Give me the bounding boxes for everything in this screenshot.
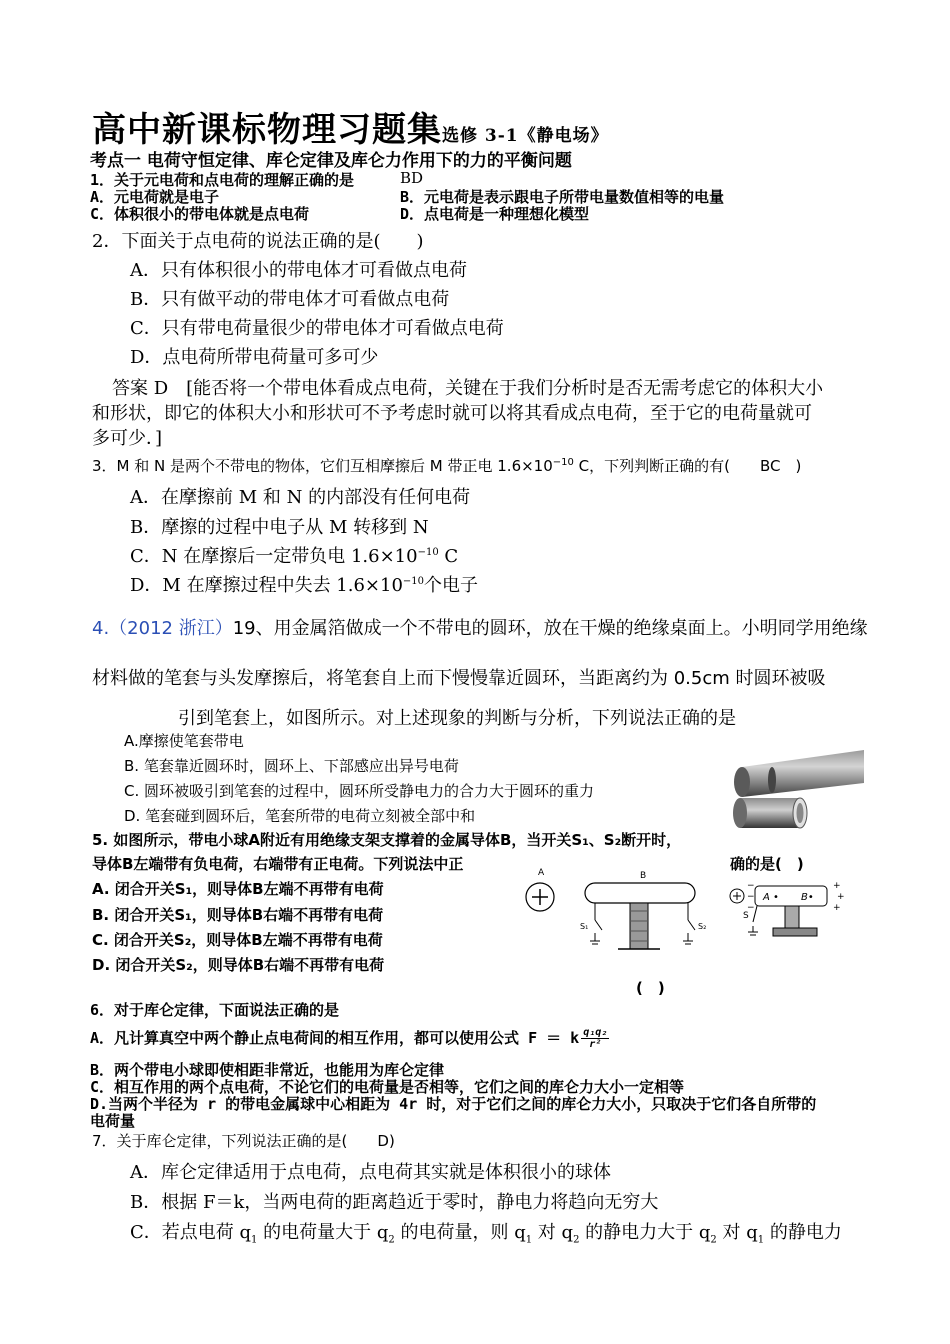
q6-option-d-line1: D.当两个半径为 r 的带电金属球中心相距为 4r 时，对于它们之间的库仑力大小，只取决于它们各自所带的 <box>90 1095 817 1113</box>
q5-answer-paren: ( ) <box>636 979 665 997</box>
q6-option-c: C．相互作用的两个点电荷，不论它们的电荷量是否相等，它们之间的库仑力大小一定相等 <box>90 1078 685 1096</box>
q2-explanation-line3: 多可少．] <box>92 428 163 449</box>
page-subtitle: 选修 3-1《静电场》 <box>442 126 609 146</box>
svg-text:+: + <box>833 903 841 913</box>
svg-text:B•: B• <box>801 892 814 903</box>
q2-explanation-line2: 和形状，即它的体积大小和形状可不予考虑时就可以将其看成点电荷，至于它的电荷量就可 <box>92 403 812 424</box>
q2-option-a: A．只有体积很小的带电体才可看做点电荷 <box>130 260 467 281</box>
q3-stem: 3．M 和 N 是两个不带电的物体，它们互相摩擦后 M 带正电 $1.6\times 10^{-10}$ C，下列判断正确的有( BC ) <box>92 457 802 475</box>
page-title: 高中新课标物理习题集选修 3-1《静电场》 <box>92 110 609 150</box>
fig1-label-s2: S₂ <box>698 922 707 931</box>
ring-left-edge <box>733 798 747 828</box>
insulating-stand <box>630 903 648 949</box>
q4-source-tag: 4.（2012 浙江） <box>92 618 233 639</box>
q2-option-b: B．只有做平动的带电体才可看做点电荷 <box>130 289 450 310</box>
section-heading: 考点一 电荷守恒定律、库仑定律及库仑力作用下的力的平衡问题 <box>90 151 572 171</box>
conductor-figure-1 <box>510 865 720 955</box>
q5-option-b: B. 闭合开关S₁，则导体B右端不再带有电荷 <box>92 906 384 924</box>
q5-option-d: D. 闭合开关S₂，则导体B右端不再带有电荷 <box>92 956 385 974</box>
q1-option-a: A．元电荷就是电子 <box>90 188 220 206</box>
q4-option-a: A.摩擦使笔套带电 <box>124 732 244 750</box>
q7-option-c: C．若点电荷 $q_1$ 的电荷量大于 $q_2$ 的电荷量，则 $q_1$ 对 $q_2$ 的静电力大于 $q_2$ 对 $q_1$ 的静电力 <box>130 1222 842 1246</box>
ring-body <box>740 798 800 828</box>
q1-answer: BD <box>400 169 424 187</box>
q2-option-c: C．只有带电荷量很少的带电体才可看做点电荷 <box>130 318 504 339</box>
q5-line1: 5. 如图所示，带电小球A附近有用绝缘支架支撑着的金属导体B，当开关S₁、S₂断开时， <box>92 831 682 849</box>
q4-line2: 材料做的笔套与头发摩擦后，将笔套自上而下慢慢靠近圆环，当距离约为 0.5cm 时圆环被吸 <box>92 668 826 689</box>
q7-option-b: B．根据 F＝k，当两电荷的距离趋近于零时，静电力将趋向无穷大 <box>130 1192 659 1213</box>
q4-option-d: D. 笔套碰到圆环后，笔套所带的电荷立刻被全部中和 <box>124 807 476 825</box>
svg-text:−: − <box>747 903 755 913</box>
q3-option-d: D．M 在摩擦过程中失去 $1.6\times 10^{-10}$个电子 <box>130 575 479 596</box>
svg-text:+: + <box>833 881 841 891</box>
q4-line3: 引到笔套上，如图所示。对上述现象的判断与分析，下列说法正确的是 <box>178 708 736 729</box>
svg-text:A •: A • <box>763 892 779 903</box>
svg-text:−: − <box>747 892 755 902</box>
q1-stem: 1．关于元电荷和点电荷的理解正确的是 <box>90 171 355 189</box>
q1-option-d: D．点电荷是一种理想化模型 <box>400 205 590 223</box>
q5-option-a: A. 闭合开关S₁，则导体B左端不再带有电荷 <box>92 880 384 898</box>
q6-option-d-line2: 电荷量 <box>90 1112 136 1130</box>
q4-line1: 4.（2012 浙江）19、用金属箔做成一个不带电的圆环，放在干燥的绝缘桌面上。小明同学用绝缘 <box>92 618 868 639</box>
fig1-label-s1: S₁ <box>580 922 589 931</box>
q7-option-a: A．库仑定律适用于点电荷，点电荷其实就是体积很小的球体 <box>130 1162 611 1183</box>
q6-option-b: B．两个带电小球即使相距非常近，也能用为库仑定律 <box>90 1061 445 1079</box>
pen-cap-body <box>742 750 864 797</box>
conductor-figure-2 <box>725 878 855 948</box>
svg-text:+: + <box>837 892 845 902</box>
q3-option-a: A．在摩擦前 M 和 N 的内部没有任何电荷 <box>130 487 471 508</box>
conductor-b <box>585 883 695 903</box>
q4-option-c: C. 圆环被吸引到笔套的过程中，圆环所受静电力的合力大于圆环的重力 <box>124 782 595 800</box>
pen-cap-ring-figure <box>730 745 870 835</box>
q6-stem: 6．对于库仑定律，下面说法正确的是 <box>90 1001 340 1019</box>
switch-s2 <box>688 920 695 930</box>
fig1-label-b: B <box>640 871 647 881</box>
switch-s1 <box>595 920 602 930</box>
q2-stem: 2．下面关于点电荷的说法正确的是( ) <box>92 231 424 252</box>
q2-explanation-line1: 答案 D [能否将一个带电体看成点电荷，关键在于我们分析时是否无需考虑它的体积大小 <box>112 378 824 399</box>
q5-line2-end: 确的是( ) <box>730 855 804 873</box>
q3-option-b: B．摩擦的过程中电子从 M 转移到 N <box>130 517 429 538</box>
q2-option-d: D．点电荷所带电荷量可多可少 <box>130 347 379 368</box>
fig1-label-a: A <box>538 868 545 878</box>
pen-cap-end <box>734 767 750 797</box>
q4-option-b: B. 笔套靠近圆环时，圆环上、下部感应出异号电荷 <box>124 757 459 775</box>
q5-option-c: C. 闭合开关S₂，则导体B左端不再带有电荷 <box>92 931 383 949</box>
q6-option-a: A．凡计算真空中两个静止点电荷间的相互作用，都可以使用公式 F ＝ k $\frac{\text{q₁q₂}}{\text{r²}}$ <box>90 1027 608 1050</box>
svg-text:S: S <box>743 911 749 921</box>
q1-option-b: B．元电荷是表示跟电子所带电量数值相等的电量 <box>400 188 725 206</box>
q1-option-c: C．体积很小的带电体就是点电荷 <box>90 205 310 223</box>
svg-text:−: − <box>747 881 755 891</box>
q5-line2: 导体B左端带有负电荷，右端带有正电荷。下列说法中正 <box>92 855 464 873</box>
coulomb-formula-fraction: $\frac{\text{q₁q₂}}{\text{r²}}$ <box>583 1027 608 1050</box>
q7-stem: 7．关于库仑定律，下列说法正确的是( D) <box>92 1132 395 1150</box>
q3-option-c: C．N 在摩擦后一定带负电 $1.6\times 10^{-10}$ C <box>130 546 459 567</box>
